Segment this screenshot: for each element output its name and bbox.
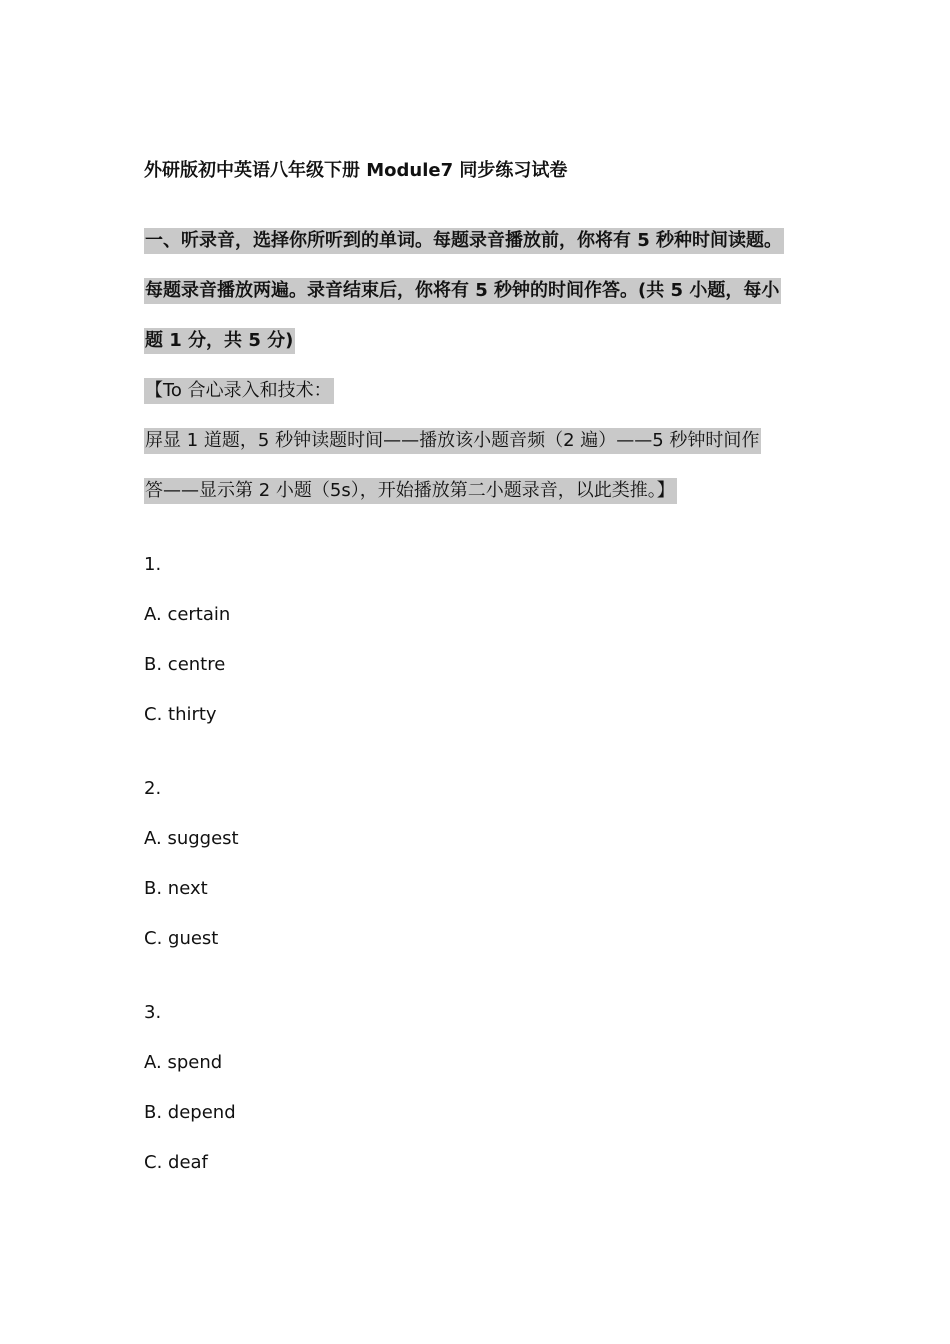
question-number: 3.	[144, 1002, 162, 1023]
note-line-3	[144, 478, 677, 504]
section-heading-line-3	[144, 328, 295, 354]
question-number: 2.	[144, 778, 162, 799]
section-heading-text: 每题录音播放两遍。录音结束后，你将有 5 秒钟的时间作答。(共 5 小题，每小	[144, 278, 781, 304]
question-option: B. next	[144, 878, 208, 899]
question-option: A. certain	[144, 604, 231, 625]
note-line-1	[144, 378, 334, 404]
section-heading-line-1	[144, 228, 784, 254]
question-number: 1.	[144, 554, 162, 575]
question-option: C. thirty	[144, 704, 217, 725]
document-title: 外研版初中英语八年级下册 Module7 同步练习试卷	[144, 160, 568, 181]
question-option: B. depend	[144, 1102, 236, 1123]
section-heading-line-2	[144, 278, 781, 304]
question-option: A. spend	[144, 1052, 223, 1073]
question-option: C. deaf	[144, 1152, 208, 1173]
note-text: 【To 合心录入和技术：	[144, 378, 334, 404]
question-option: A. suggest	[144, 828, 239, 849]
note-text: 屏显 1 道题，5 秒钟读题时间——播放该小题音频（2 遍）——5 秒钟时间作	[144, 428, 761, 454]
note-text: 答——显示第 2 小题（5s），开始播放第二小题录音，以此类推。】	[144, 478, 677, 504]
question-option: B. centre	[144, 654, 226, 675]
question-option: C. guest	[144, 928, 219, 949]
section-heading-text: 题 1 分，共 5 分)	[144, 328, 295, 354]
section-heading-text: 一、听录音，选择你所听到的单词。每题录音播放前，你将有 5 秒种时间读题。	[144, 228, 784, 254]
note-line-2	[144, 428, 761, 454]
